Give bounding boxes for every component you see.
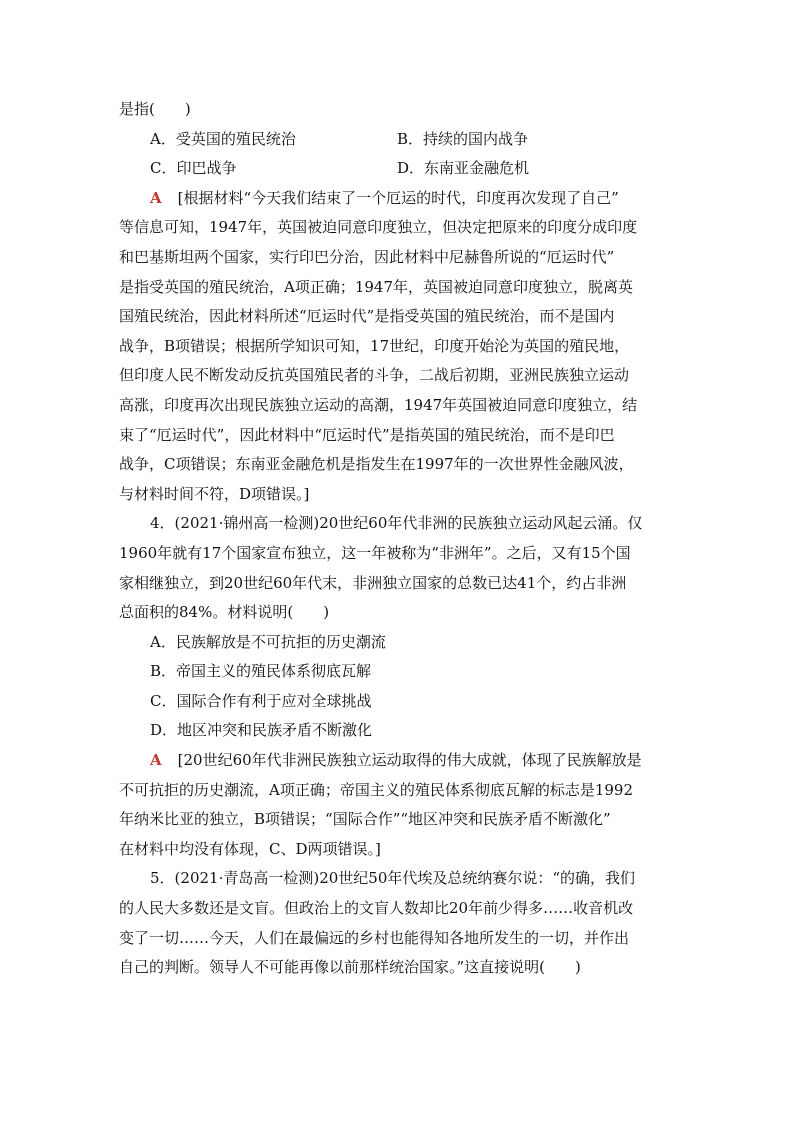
q4-stem-line: 4．(2021·锦州高一检测)20世纪60年代非洲的民族独立运动风起云涌。仅 (150, 514, 643, 533)
q4-explanation-text: [20世纪60年代非洲民族独立运动取得的伟大成就，体现了民族解放是 (177, 751, 642, 770)
q3-options-row-1 (119, 125, 675, 155)
q4-answer: A (150, 751, 162, 770)
q3-stem-tail: 是指( ) (119, 100, 191, 118)
q3-explanation-line: 和巴基斯坦两个国家，实行印巴分治，因此材料中尼赫鲁所说的“厄运时代” (119, 247, 615, 266)
q3-explanation-line: 束了“厄运时代”，因此材料中“厄运时代”是指英国的殖民统治，而不是印巴 (119, 425, 615, 444)
q3-explanation-line: 是指受英国的殖民统治，A项正确；1947年，英国被迫同意印度独立，脱离英 (119, 277, 634, 296)
q4-stem-line: 家相继独立，到20世纪60年代末，非洲独立国家的总数已达41个，约占非洲 (119, 573, 627, 592)
q3-option-b: B．持续的国内战争 (397, 129, 529, 148)
q3-explanation-line: 等信息可知，1947年，英国被迫同意印度独立，但决定把原来的印度分成印度 (119, 218, 638, 237)
q4-explanation-line: 在材料中均没有体现，C、D两项错误。] (119, 839, 381, 858)
q4-option-b: B．帝国主义的殖民体系彻底瓦解 (150, 662, 372, 681)
q3-explanation-line: 战争，C项错误；东南亚金融危机是指发生在1997年的一次世界性金融风波， (119, 455, 634, 474)
q3-answer: A (150, 188, 162, 207)
q4-option-a: A．民族解放是不可抗拒的历史潮流 (150, 632, 386, 651)
q3-explanation-line: 高涨，印度再次出现民族独立运动的高潮，1947年英国被迫同意印度独立，结 (119, 395, 638, 414)
q4-explanation-line: 不可抗拒的历史潮流，A项正确；帝国主义的殖民体系彻底瓦解的标志是1992 (119, 780, 634, 799)
q3-explanation-text: [根据材料“今天我们结束了一个厄运的时代，印度再次发现了自己” (177, 188, 619, 207)
q3-explanation-line: 战争，B项错误；根据所学知识可知，17世纪，印度开始沦为英国的殖民地， (119, 336, 630, 355)
q4-stem-line: 总面积的84%。材料说明( ) (119, 603, 330, 622)
question-content (119, 95, 675, 983)
q3-explanation-line-1 (119, 184, 675, 214)
q3-option-a: A．受英国的殖民统治 (150, 129, 296, 148)
q4-stem-line: 1960年就有17个国家宣布独立，这一年被称为“非洲年”。之后，又有15个国 (119, 543, 631, 562)
q3-explanation-line: 国殖民统治，因此材料所述“厄运时代”是指受英国的殖民统治，而不是国内 (119, 307, 615, 326)
q4-explanation-line-1 (119, 746, 675, 776)
q5-stem-line: 的人民大多数还是文盲。但政治上的文盲人数却比20年前少得多……收音机改 (119, 899, 634, 918)
q4-option-d: D．地区冲突和民族矛盾不断激化 (150, 721, 373, 740)
q3-option-c: C．印巴战争 (150, 159, 237, 178)
q4-option-c: C．国际合作有利于应对全球挑战 (150, 691, 372, 710)
q5-stem-line: 自己的判断。领导人不可能再像以前那样统治国家。”这直接说明( ) (119, 958, 581, 977)
q5-stem-line: 5．(2021·青岛高一检测)20世纪50年代埃及总统纳赛尔说：“的确，我们 (150, 869, 636, 888)
q5-stem-line: 变了一切……今天，人们在最偏远的乡村也能得知各地所发生的一切，并作出 (119, 928, 630, 947)
q3-options-row-2 (119, 154, 675, 184)
q3-option-d: D．东南亚金融危机 (397, 159, 530, 178)
q4-explanation-line: 年纳米比亚的独立，B项错误；“国际合作”“地区冲突和民族矛盾不断激化” (119, 810, 611, 829)
q3-explanation-line: 与材料时间不符，D项错误。] (119, 484, 310, 503)
q3-explanation-line: 但印度人民不断发动反抗英国殖民者的斗争，二战后初期，亚洲民族独立运动 (119, 366, 630, 385)
